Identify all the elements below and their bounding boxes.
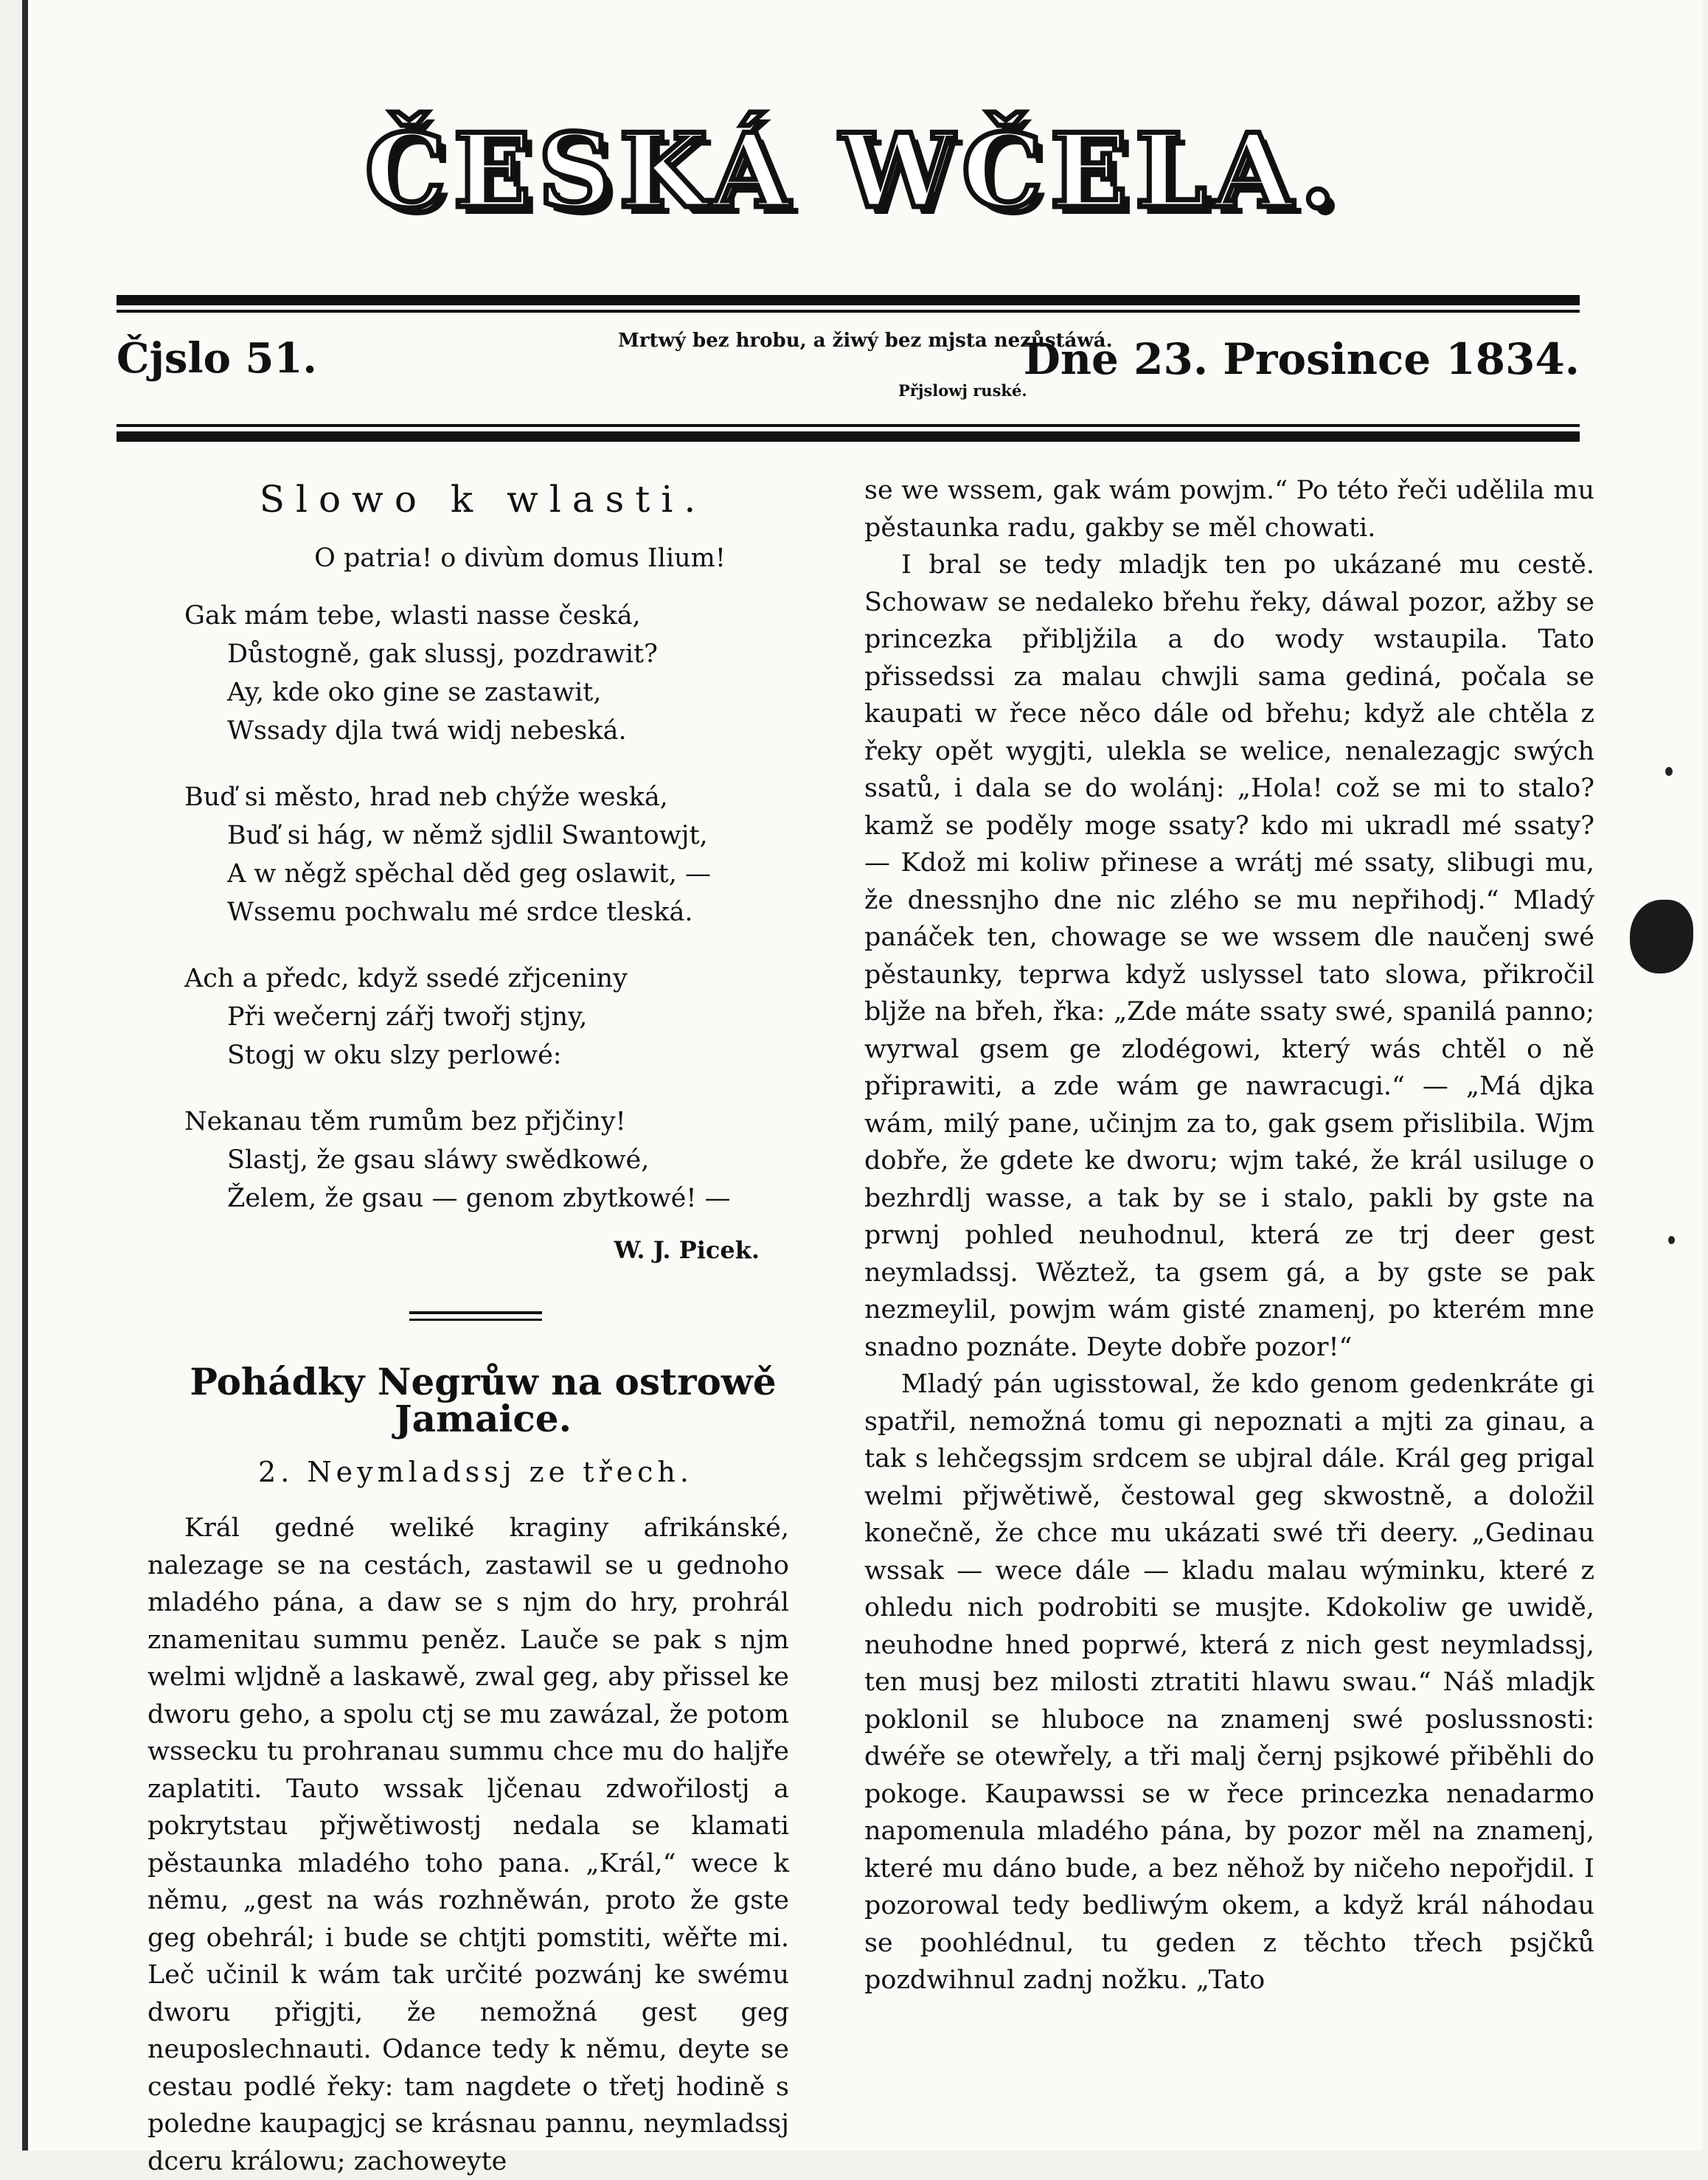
top-rule-thin xyxy=(117,310,1580,313)
poem-line: Při wečernj zářj twořj stjny, xyxy=(227,1002,588,1032)
poem-line: Ay, kde oko gine se zastawit, xyxy=(227,678,602,707)
poem-signature: W. J. Picek. xyxy=(614,1236,760,1264)
poem-line: Buď si hág, w němž sjdlil Swantowjt, xyxy=(227,821,708,850)
header-rule-thick xyxy=(117,431,1580,442)
ink-speck xyxy=(1665,767,1673,776)
poem-line: Důstogně, gak slussj, pozdrawit? xyxy=(227,639,658,669)
poem-stanza xyxy=(184,779,789,932)
poem-line: Želem, že gsau — genom zbytkowé! — xyxy=(227,1184,731,1213)
story-paragraph: Král gedné weliké kraginy afrikánské, nalezage se na cestách, zastawil se u gednoho mladého pána, a daw se s njm do hry, prohrál znamenitau summu peněz. Lauče se pak s njm welmi wljdně a laskawě, zwal geg, aby přissel ke dworu geho, a spolu ctj se mu zawázal, že potom wssecku tu prohranau summu chce mu do haljře zaplatiti. Tauto wssak ljčenau zdwořilostj a pokrytstau přjwětiwostj nedala se klamati pěstaunka mladého toho pana. „Král,“ wece k němu, „gest na wás rozhněwán, proto že gste geg obehrál; i bude se chtjti pomstiti, wěřte mi. Leč učinil k wám tak určité pozwánj ke swému dworu přigjti, že nemožná gest geg neuposlechnauti. Odance tedy k němu, deyte se cestau podlé řeky: tam nagdete o třetj hodině s poledne kaupagjcj se krásnau pannu, neymladssj dceru králowu; zachoweyte xyxy=(147,1513,789,2176)
poem-line: Slastj, že gsau sláwy swědkowé, xyxy=(227,1145,650,1175)
poem-line: Buď si město, hrad neb chýže weská, xyxy=(184,782,668,812)
story-paragraph: Mladý pán ugisstowal, že kdo genom gedenkráte gi spatřil, nemožná tomu gi nepoznati a mjti za ginau, a tak s lehčegssjm srdcem se ubjral dále. Král geg prigal welmi přjwětiwě, čestowal geg skwostně, a doložil konečně, že chce mu ukázati swé tři deery. „Gedinau wssak — wece dále — kladu malau wýminku, které z ohledu nich podrobiti se musjte. Kdokoliw ge uwidě, neuhodne hned poprwé, která z nich gest neymladssj, ten musj bez milosti ztratiti hlawu swau.“ Náš mladjk poklonil se hluboce na znamenj swé poslussnosti: dwéře se otewřely, a tři malj černj psjkowé přiběhli do pokoge. Kaupawssi se w řece princezka nenadarmo napomenula mladého pána, by pozor měl na znamenj, které mu dáno bude, a bez něhož by ničeho nepořjdil. I pozorowal tedy bedliwým okem, a když král náhodau se poohlédnul, tu geden z těchto třech psjčků pozdwihnul zadnj nožku. „Tato xyxy=(864,1370,1594,1995)
poem-title: Slowo k wlasti. xyxy=(259,478,707,521)
motto: Mrtwý bez hrobu, a žiwý bez mjsta nezůstáwá. xyxy=(618,330,1113,352)
story-paragraph: se we wssem, gak wám powjm.“ Po této řeči udělila mu pěstaunka radu, gakby se měl chowati. xyxy=(864,476,1594,543)
poem-line: Ach a předc, když ssedé zřjceniny xyxy=(184,964,628,993)
story-subheading: 2. Neymladssj ze třech. xyxy=(258,1456,693,1488)
poem-line: Wssady djla twá widj nebeská. xyxy=(227,716,627,746)
right-column xyxy=(864,472,1594,1999)
issue-info-row xyxy=(117,328,1580,409)
poem-line: Nekanau těm rumům bez přjčiny! xyxy=(184,1107,626,1136)
issue-date: Dne 23. Prosince 1834. xyxy=(1023,334,1580,384)
section-divider xyxy=(409,1311,542,1321)
poem-line: Gak mám tebe, wlasti nasse česká, xyxy=(184,601,641,631)
poem-epigraph: O patria! o divùm domus Ilium! xyxy=(314,544,726,573)
left-column xyxy=(147,472,789,2180)
poem-stanza xyxy=(184,597,789,751)
poem-stanza xyxy=(184,960,789,1075)
story-paragraph: I bral se tedy mladjk ten po ukázané mu cestě. Schowaw se nedaleko břehu řeky, dáwal pozor, ažby se princezka přibljžila a do wody wstaupila. Tato přissedssi za malau chwjli sama gediná, počala se kaupati w řece něco dále od břehu; když ale chtěla z řeky opět wygjti, ulekla se welice, nenalezagjc swých ssatů, i dala se do wolánj: „Hola! což se mi to stalo? kamž se poděly moge ssaty? kdo mi ukradl mé ssaty? — Kdož mi koliw přinese a wrátj mé ssaty, slibugi mu, že dnessnjho dne nic zlého se mu nepřihodj.“ Mladý panáček ten, chowage se we wssem dle naučenj swé pěstaunky, teprwa když uslyssel tato slowa, přikročil bljže na břeh, řka: „Zde máte ssaty swé, spanilá panno; wyrwal gsem ge zlodégowi, který wás chtěl o ně připrawiti, a zde wám ge nawracugi.“ — „Má djka wám, milý pane, učinjm za to, gak gsem přislibila. Wjm dobře, že gdete ke dworu; wjm také, že král usiluge o bezhrdlj wasse, a tak by se i stalo, pakli by gste na prwnj pohled neuhodnul, která ze trj deer gest neymladssj. Wěztež, ta gsem gá, a by gste se pak nezmeylil, powjm wám gisté znamenj, po kterém mne snadno poznáte. Deyte dobře pozor!“ xyxy=(864,550,1594,1362)
issue-number: Čjslo 51. xyxy=(117,334,317,383)
ink-speck xyxy=(1668,1236,1675,1244)
masthead-title: ČESKÁ WČELA. xyxy=(364,111,1344,231)
top-rule-thick xyxy=(117,295,1580,305)
ink-blot xyxy=(1630,900,1693,973)
header-rule-thin xyxy=(117,424,1580,427)
motto-source: Přjslowj ruské. xyxy=(898,381,1027,400)
poem-stanza xyxy=(184,1103,789,1218)
poem-line: Stogj w oku slzy perlowé: xyxy=(227,1041,562,1070)
story-heading: Pohádky Negrůw na ostrowě Jamaice. xyxy=(190,1360,777,1440)
poem-line: Wssemu pochwalu mé srdce tleská. xyxy=(227,898,693,927)
poem-line: A w něgž spěchal děd geg oslawit, — xyxy=(227,859,711,889)
